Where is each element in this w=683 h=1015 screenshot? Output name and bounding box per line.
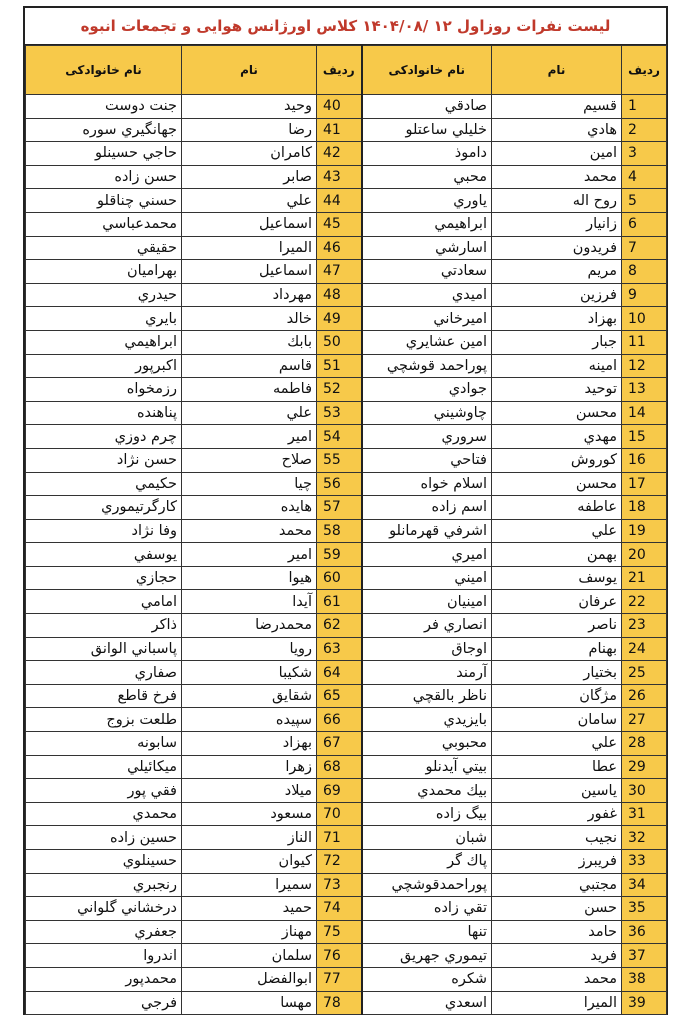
first-name-cell: الميرا <box>492 991 622 1015</box>
last-name-cell: حجازي <box>26 566 182 590</box>
table-row <box>26 354 667 378</box>
first-name-cell: محسن <box>492 472 622 496</box>
first-name-cell: خالد <box>182 307 317 331</box>
table-row <box>26 378 667 402</box>
row-number-cell: 50 <box>317 330 362 354</box>
last-name-cell: جعفري <box>26 920 182 944</box>
row-number-cell: 29 <box>622 755 667 779</box>
roster-table <box>25 45 667 1015</box>
table-row <box>26 566 667 590</box>
last-name-cell: چاوشيني <box>362 401 492 425</box>
table-row <box>26 330 667 354</box>
row-number-cell: 26 <box>622 684 667 708</box>
header-last-name-left: نام خانوادكی <box>26 46 182 95</box>
row-number-cell: 70 <box>317 802 362 826</box>
roster-sheet <box>23 6 668 1015</box>
first-name-cell: يوسف <box>492 566 622 590</box>
last-name-cell: اميري <box>362 543 492 567</box>
row-number-cell: 43 <box>317 165 362 189</box>
table-row <box>26 472 667 496</box>
row-number-cell: 72 <box>317 850 362 874</box>
row-number-cell: 24 <box>622 637 667 661</box>
last-name-cell: سروري <box>362 425 492 449</box>
row-number-cell: 9 <box>622 283 667 307</box>
row-number-cell: 74 <box>317 897 362 921</box>
first-name-cell: روح اله <box>492 189 622 213</box>
table-row <box>26 590 667 614</box>
first-name-cell: علي <box>492 519 622 543</box>
row-number-cell: 22 <box>622 590 667 614</box>
first-name-cell: اسماعيل <box>182 260 317 284</box>
row-number-cell: 71 <box>317 826 362 850</box>
last-name-cell: اميرخاني <box>362 307 492 331</box>
table-row <box>26 684 667 708</box>
table-row <box>26 920 667 944</box>
first-name-cell: علي <box>492 732 622 756</box>
first-name-cell: مهسا <box>182 991 317 1015</box>
row-number-cell: 19 <box>622 519 667 543</box>
row-number-cell: 32 <box>622 826 667 850</box>
last-name-cell: اسارشي <box>362 236 492 260</box>
table-row <box>26 189 667 213</box>
last-name-cell: حسينلوي <box>26 850 182 874</box>
row-number-cell: 18 <box>622 496 667 520</box>
first-name-cell: رضا <box>182 118 317 142</box>
first-name-cell: بهزاد <box>182 732 317 756</box>
table-row <box>26 708 667 732</box>
first-name-cell: علي <box>182 189 317 213</box>
row-number-cell: 33 <box>622 850 667 874</box>
first-name-cell: شكيبا <box>182 661 317 685</box>
row-number-cell: 8 <box>622 260 667 284</box>
last-name-cell: درخشاني گلواني <box>26 897 182 921</box>
last-name-cell: يوسفي <box>26 543 182 567</box>
first-name-cell: علي <box>182 401 317 425</box>
first-name-cell: مريم <box>492 260 622 284</box>
first-name-cell: شقايق <box>182 684 317 708</box>
table-row <box>26 425 667 449</box>
last-name-cell: شكره <box>362 967 492 991</box>
first-name-cell: مهناز <box>182 920 317 944</box>
first-name-cell: مژگان <box>492 684 622 708</box>
first-name-cell: ناصر <box>492 614 622 638</box>
last-name-cell: طلعت بزوج <box>26 708 182 732</box>
first-name-cell: سامان <box>492 708 622 732</box>
table-row <box>26 283 667 307</box>
row-number-cell: 6 <box>622 212 667 236</box>
table-row <box>26 850 667 874</box>
last-name-cell: بايزيدي <box>362 708 492 732</box>
last-name-cell: آرمند <box>362 661 492 685</box>
row-number-cell: 3 <box>622 142 667 166</box>
last-name-cell: محمدپور <box>26 967 182 991</box>
first-name-cell: امين <box>492 142 622 166</box>
first-name-cell: جبار <box>492 330 622 354</box>
first-name-cell: وحيد <box>182 95 317 119</box>
table-row <box>26 519 667 543</box>
header-row <box>26 46 667 95</box>
row-number-cell: 53 <box>317 401 362 425</box>
table-row <box>26 967 667 991</box>
row-number-cell: 47 <box>317 260 362 284</box>
table-row <box>26 236 667 260</box>
table-row <box>26 142 667 166</box>
last-name-cell: بهراميان <box>26 260 182 284</box>
row-number-cell: 35 <box>622 897 667 921</box>
roster-body <box>26 95 667 1015</box>
last-name-cell: داموذ <box>362 142 492 166</box>
last-name-cell: جنت دوست <box>26 95 182 119</box>
last-name-cell: سعادتي <box>362 260 492 284</box>
first-name-cell: امينه <box>492 354 622 378</box>
last-name-cell: حاجي حسينلو <box>26 142 182 166</box>
last-name-cell: بايري <box>26 307 182 331</box>
row-number-cell: 5 <box>622 189 667 213</box>
row-number-cell: 64 <box>317 661 362 685</box>
table-row <box>26 401 667 425</box>
last-name-cell: پاك گر <box>362 850 492 874</box>
first-name-cell: سلمان <box>182 944 317 968</box>
last-name-cell: سابونه <box>26 732 182 756</box>
row-number-cell: 46 <box>317 236 362 260</box>
table-row <box>26 448 667 472</box>
first-name-cell: بختيار <box>492 661 622 685</box>
first-name-cell: محسن <box>492 401 622 425</box>
first-name-cell: نجيب <box>492 826 622 850</box>
last-name-cell: صفاري <box>26 661 182 685</box>
header-first-name-left: نام <box>182 46 317 95</box>
table-row <box>26 873 667 897</box>
table-row <box>26 802 667 826</box>
row-number-cell: 42 <box>317 142 362 166</box>
last-name-cell: خليلي ساعتلو <box>362 118 492 142</box>
first-name-cell: الميرا <box>182 236 317 260</box>
last-name-cell: حسين زاده <box>26 826 182 850</box>
last-name-cell: كارگرتيموري <box>26 496 182 520</box>
last-name-cell: جوادي <box>362 378 492 402</box>
row-number-cell: 59 <box>317 543 362 567</box>
last-name-cell: حيدري <box>26 283 182 307</box>
row-number-cell: 16 <box>622 448 667 472</box>
first-name-cell: قاسم <box>182 354 317 378</box>
last-name-cell: ابراهيمي <box>362 212 492 236</box>
table-row <box>26 897 667 921</box>
first-name-cell: بهمن <box>492 543 622 567</box>
first-name-cell: كامران <box>182 142 317 166</box>
table-row <box>26 779 667 803</box>
row-number-cell: 52 <box>317 378 362 402</box>
header-row-no-left: رديف <box>317 46 362 95</box>
last-name-cell: انصاري فر <box>362 614 492 638</box>
last-name-cell: اميدي <box>362 283 492 307</box>
table-row <box>26 944 667 968</box>
first-name-cell: زانيار <box>492 212 622 236</box>
last-name-cell: ابراهيمي <box>26 330 182 354</box>
header-row-no-right: رديف <box>622 46 667 95</box>
last-name-cell: اوجاق <box>362 637 492 661</box>
last-name-cell: صادقي <box>362 95 492 119</box>
table-row <box>26 661 667 685</box>
row-number-cell: 60 <box>317 566 362 590</box>
first-name-cell: محمد <box>182 519 317 543</box>
row-number-cell: 21 <box>622 566 667 590</box>
row-number-cell: 2 <box>622 118 667 142</box>
first-name-cell: رويا <box>182 637 317 661</box>
first-name-cell: مهرداد <box>182 283 317 307</box>
row-number-cell: 62 <box>317 614 362 638</box>
row-number-cell: 40 <box>317 95 362 119</box>
last-name-cell: اندروا <box>26 944 182 968</box>
row-number-cell: 61 <box>317 590 362 614</box>
last-name-cell: اميني <box>362 566 492 590</box>
last-name-cell: پوراحمد قوشچي <box>362 354 492 378</box>
header-first-name-right: نام <box>492 46 622 95</box>
last-name-cell: شبان <box>362 826 492 850</box>
last-name-cell: امين عشايري <box>362 330 492 354</box>
last-name-cell: تيموري جهريق <box>362 944 492 968</box>
row-number-cell: 36 <box>622 920 667 944</box>
table-row <box>26 543 667 567</box>
table-row <box>26 991 667 1015</box>
first-name-cell: مسعود <box>182 802 317 826</box>
row-number-cell: 23 <box>622 614 667 638</box>
first-name-cell: فاطمه <box>182 378 317 402</box>
row-number-cell: 75 <box>317 920 362 944</box>
first-name-cell: محمد <box>492 967 622 991</box>
table-row <box>26 260 667 284</box>
header-last-name-right: نام خانوادكی <box>362 46 492 95</box>
first-name-cell: حامد <box>492 920 622 944</box>
last-name-cell: حكيمي <box>26 472 182 496</box>
row-number-cell: 13 <box>622 378 667 402</box>
row-number-cell: 10 <box>622 307 667 331</box>
last-name-cell: ذاكر <box>26 614 182 638</box>
last-name-cell: ميكائيلي <box>26 755 182 779</box>
row-number-cell: 66 <box>317 708 362 732</box>
row-number-cell: 17 <box>622 472 667 496</box>
first-name-cell: صلاح <box>182 448 317 472</box>
sheet-title: لیست نفرات روزاول ۱۲ /۱۴۰۴/۰۸ کلاس اورژانس هوایی و تجمعات انبوه <box>25 8 666 45</box>
row-number-cell: 45 <box>317 212 362 236</box>
last-name-cell: اسعدي <box>362 991 492 1015</box>
last-name-cell: تنها <box>362 920 492 944</box>
last-name-cell: محمدعباسي <box>26 212 182 236</box>
table-row <box>26 496 667 520</box>
first-name-cell: توحيد <box>492 378 622 402</box>
first-name-cell: قسيم <box>492 95 622 119</box>
last-name-cell: فتاحي <box>362 448 492 472</box>
last-name-cell: امامي <box>26 590 182 614</box>
table-row <box>26 118 667 142</box>
first-name-cell: عاطفه <box>492 496 622 520</box>
first-name-cell: فريدون <box>492 236 622 260</box>
row-number-cell: 48 <box>317 283 362 307</box>
row-number-cell: 55 <box>317 448 362 472</box>
row-number-cell: 14 <box>622 401 667 425</box>
row-number-cell: 78 <box>317 991 362 1015</box>
last-name-cell: جهانگيري سوره <box>26 118 182 142</box>
last-name-cell: ناظر بالقچي <box>362 684 492 708</box>
last-name-cell: رزمخواه <box>26 378 182 402</box>
first-name-cell: صابر <box>182 165 317 189</box>
last-name-cell: محبوبي <box>362 732 492 756</box>
first-name-cell: محمدرضا <box>182 614 317 638</box>
first-name-cell: امير <box>182 543 317 567</box>
last-name-cell: اسلام خواه <box>362 472 492 496</box>
row-number-cell: 41 <box>317 118 362 142</box>
table-row <box>26 637 667 661</box>
row-number-cell: 1 <box>622 95 667 119</box>
row-number-cell: 39 <box>622 991 667 1015</box>
first-name-cell: سپيده <box>182 708 317 732</box>
last-name-cell: اشرفي قهرمانلو <box>362 519 492 543</box>
last-name-cell: بيك محمدي <box>362 779 492 803</box>
row-number-cell: 77 <box>317 967 362 991</box>
row-number-cell: 27 <box>622 708 667 732</box>
row-number-cell: 69 <box>317 779 362 803</box>
last-name-cell: اكبرپور <box>26 354 182 378</box>
row-number-cell: 34 <box>622 873 667 897</box>
last-name-cell: بيتي آيدنلو <box>362 755 492 779</box>
last-name-cell: امينيان <box>362 590 492 614</box>
row-number-cell: 68 <box>317 755 362 779</box>
first-name-cell: بهزاد <box>492 307 622 331</box>
last-name-cell: فرخ قاطع <box>26 684 182 708</box>
table-row <box>26 732 667 756</box>
last-name-cell: حسن زاده <box>26 165 182 189</box>
row-number-cell: 11 <box>622 330 667 354</box>
row-number-cell: 67 <box>317 732 362 756</box>
first-name-cell: هايده <box>182 496 317 520</box>
last-name-cell: پاسباني الوانق <box>26 637 182 661</box>
last-name-cell: ياوري <box>362 189 492 213</box>
first-name-cell: ابوالفضل <box>182 967 317 991</box>
last-name-cell: حسن نژاد <box>26 448 182 472</box>
last-name-cell: حسني چناقلو <box>26 189 182 213</box>
row-number-cell: 63 <box>317 637 362 661</box>
last-name-cell: اسم زاده <box>362 496 492 520</box>
row-number-cell: 57 <box>317 496 362 520</box>
last-name-cell: فرجي <box>26 991 182 1015</box>
first-name-cell: ميلاد <box>182 779 317 803</box>
row-number-cell: 31 <box>622 802 667 826</box>
first-name-cell: زهرا <box>182 755 317 779</box>
first-name-cell: هادي <box>492 118 622 142</box>
last-name-cell: محبي <box>362 165 492 189</box>
last-name-cell: حقيقي <box>26 236 182 260</box>
row-number-cell: 58 <box>317 519 362 543</box>
table-row <box>26 826 667 850</box>
row-number-cell: 73 <box>317 873 362 897</box>
first-name-cell: حميد <box>182 897 317 921</box>
row-number-cell: 56 <box>317 472 362 496</box>
table-row <box>26 165 667 189</box>
table-row <box>26 307 667 331</box>
first-name-cell: فريبرز <box>492 850 622 874</box>
first-name-cell: حسن <box>492 897 622 921</box>
first-name-cell: چيا <box>182 472 317 496</box>
table-row <box>26 212 667 236</box>
first-name-cell: عرفان <box>492 590 622 614</box>
first-name-cell: مجتبي <box>492 873 622 897</box>
first-name-cell: كوروش <box>492 448 622 472</box>
first-name-cell: فريد <box>492 944 622 968</box>
first-name-cell: الناز <box>182 826 317 850</box>
last-name-cell: محمدي <box>26 802 182 826</box>
first-name-cell: امير <box>182 425 317 449</box>
last-name-cell: تقي زاده <box>362 897 492 921</box>
last-name-cell: بيگ زاده <box>362 802 492 826</box>
first-name-cell: بهنام <box>492 637 622 661</box>
row-number-cell: 30 <box>622 779 667 803</box>
first-name-cell: محمد <box>492 165 622 189</box>
row-number-cell: 25 <box>622 661 667 685</box>
first-name-cell: غفور <box>492 802 622 826</box>
row-number-cell: 37 <box>622 944 667 968</box>
row-number-cell: 20 <box>622 543 667 567</box>
row-number-cell: 4 <box>622 165 667 189</box>
first-name-cell: هيوا <box>182 566 317 590</box>
last-name-cell: وفا نژاد <box>26 519 182 543</box>
last-name-cell: چرم دوزي <box>26 425 182 449</box>
row-number-cell: 15 <box>622 425 667 449</box>
last-name-cell: پوراحمدقوشچي <box>362 873 492 897</box>
last-name-cell: پناهنده <box>26 401 182 425</box>
row-number-cell: 54 <box>317 425 362 449</box>
last-name-cell: رنجبري <box>26 873 182 897</box>
first-name-cell: مهدي <box>492 425 622 449</box>
row-number-cell: 65 <box>317 684 362 708</box>
first-name-cell: سميرا <box>182 873 317 897</box>
row-number-cell: 12 <box>622 354 667 378</box>
first-name-cell: عطا <box>492 755 622 779</box>
row-number-cell: 7 <box>622 236 667 260</box>
row-number-cell: 38 <box>622 967 667 991</box>
first-name-cell: كيوان <box>182 850 317 874</box>
first-name-cell: بابك <box>182 330 317 354</box>
first-name-cell: اسماعيل <box>182 212 317 236</box>
first-name-cell: ياسين <box>492 779 622 803</box>
row-number-cell: 76 <box>317 944 362 968</box>
row-number-cell: 28 <box>622 732 667 756</box>
first-name-cell: آيدا <box>182 590 317 614</box>
first-name-cell: فرزين <box>492 283 622 307</box>
table-row <box>26 614 667 638</box>
last-name-cell: فقي پور <box>26 779 182 803</box>
table-row <box>26 95 667 119</box>
table-row <box>26 755 667 779</box>
row-number-cell: 44 <box>317 189 362 213</box>
row-number-cell: 51 <box>317 354 362 378</box>
row-number-cell: 49 <box>317 307 362 331</box>
